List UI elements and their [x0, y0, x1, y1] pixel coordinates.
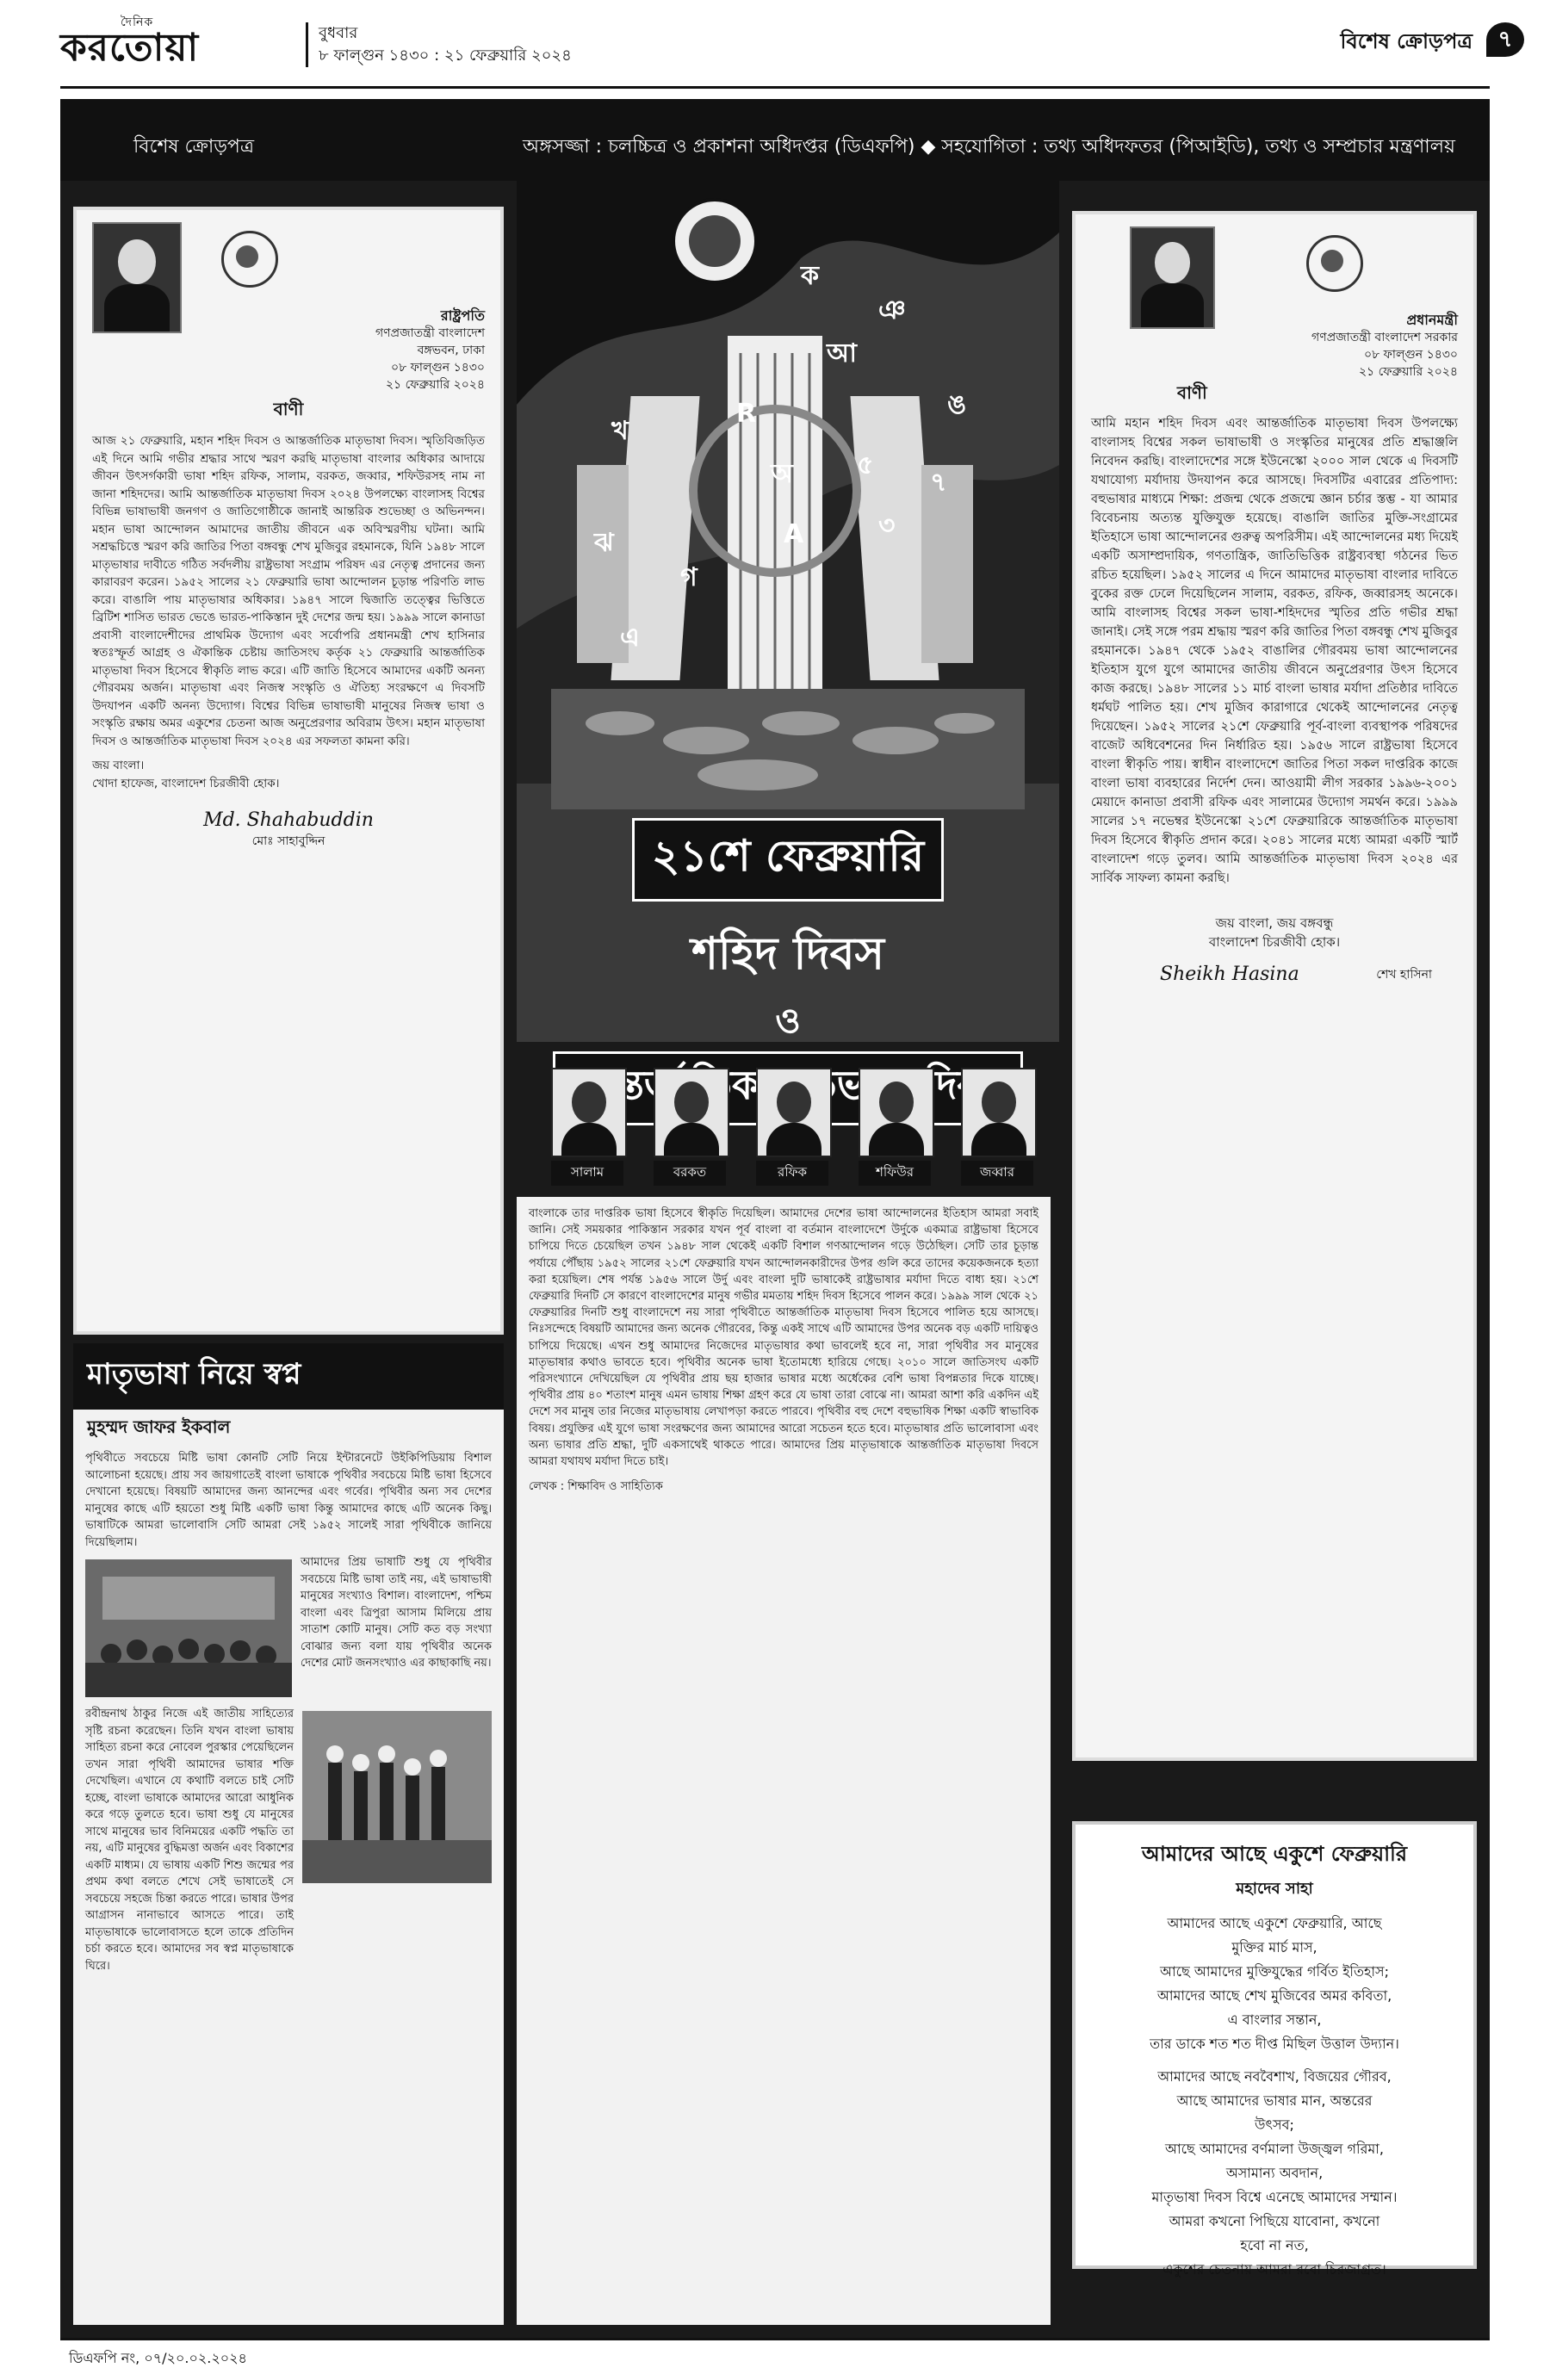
martyr-name: রফিক: [756, 1161, 828, 1186]
poem-line: এ বাংলার সন্তান,: [1227, 2011, 1322, 2028]
president-closing-2: খোদা হাফেজ, বাংলাদেশ চিরজীবী হোক।: [92, 776, 280, 790]
emblem-icon: [1306, 235, 1363, 292]
portrait-image: [654, 1068, 729, 1157]
emblem-icon: [221, 231, 278, 288]
poster-title-date: ২১শে ফেব্রুয়ারি: [632, 818, 944, 902]
article-author: মুহম্মদ জাফর ইকবাল: [87, 1416, 231, 1437]
article-body-1: পৃথিবীতে সবচেয়ে মিষ্টি ভাষা কোনটি সেটি নিয়ে ইন্টারনেটে উইকিপিডিয়ায় বিশাল আলোচনা হয়েছে। প্রায় সব জায়গাতেই বাংলা ভাষাকে পৃথিবীর সবচেয়ে মিষ্টি ভাষা হিসেবে দেখানো হয়েছে। বিষয়টি আমাদের জন্য আনন্দের এবং গর্বের। পৃথিবীর অন্য সব দেশের মানুষের কাছে এটি হয়তো শুধু মিষ্টি একটি ভাষা কিন্তু আমাদের কাছে এটি অনেক কিছু। ভাষাটিকে আমরা ভালোবাসি সেটি আমরা সেই ১৯৫২ সালেই সারা পৃথিবীকে জানিয়ে দিয়েছিলাম।: [85, 1452, 492, 1549]
logo-text: করতোয়া: [60, 26, 200, 70]
pm-name: শেখ হাসিনা: [1376, 968, 1432, 982]
pm-signature: Sheikh Hasina: [1160, 964, 1299, 985]
martyr-name: সালাম: [551, 1161, 623, 1186]
article-title: মাতৃভাষা নিয়ে স্বপ্ন: [73, 1343, 504, 1410]
dfp-code: ডিএফপি নং, ০৭/২০.০২.২০২৪: [69, 2350, 247, 2366]
president-role: রাষ্ট্রপতি: [440, 307, 485, 324]
poem-line: আমাদের আছে একুশে ফেব্রুয়ারি, আছে: [1167, 1915, 1382, 1931]
pm-closing-2: বাংলাদেশ চিরজীবী হোক।: [1208, 934, 1341, 950]
poem-line: আছে আমাদের বর্ণমালা উজ্জ্বল গরিমা,: [1164, 2141, 1385, 2157]
martyr-portrait: [756, 1068, 828, 1180]
date-label: ৮ ফাল্গুন ১৪৩০ : ২১ ফেব্রুয়ারি ২০২৪: [319, 46, 572, 65]
poem-box: [1072, 1821, 1477, 2278]
strip-credits: অঙ্গসজ্জা : চলচ্চিত্র ও প্রকাশনা অধিদপ্তর (ডিএফপি) ◆ সহযোগিতা : তথ্য অধিদফতর (পিআইডি), তথ্য ও সম্প্রচার মন্ত্রণালয়: [523, 136, 1455, 158]
president-closing-1: জয় বাংলা।: [92, 759, 145, 772]
president-message: [73, 207, 504, 1335]
poem-line: আছে আমাদের মুক্তিযুদ্ধের গর্বিত ইতিহাস;: [1159, 1963, 1390, 1980]
president-vani-heading: বাণী: [273, 399, 304, 419]
pm-org: গণপ্রজাতন্ত্রী বাংলাদেশ সরকার: [1311, 331, 1458, 344]
poem-line: আছে আমাদের ভাষার মান, অন্তরের: [1176, 2092, 1373, 2109]
article-body-2: আমাদের প্রিয় ভাষাটি শুধু যে পৃথিবীর সবচেয়ে মিষ্টি ভাষা তাই নয়, এই ভাষাভাষী মানুষের সংখ্যাও বিশাল। বাংলাদেশ, পশ্চিম বাংলা এবং ত্রিপুরা আসাম মিলিয়ে প্রায় সাতাশ কোটি মানুষ। সেটি কত বড় সংখ্যা বোঝার জন্য বলা যায় পৃথিবীর অনেক দেশের মোট জনসংখ্যাও এর কাছাকাছি নয়।: [301, 1556, 492, 1670]
center-article-body: বাংলাকে তার দাপ্তরিক ভাষা হিসেবে স্বীকৃতি দিয়েছিল। আমাদের দেশের ভাষা আন্দোলনের ইতিহাস আমরা সবাই জানি। সেই সময়কার পাকিস্তান সরকার যখন পূর্ব বাংলা বা বর্তমান বাংলাদেশে উর্দুকে একমাত্র রাষ্ট্রভাষা হিসেবে চাপিয়ে দিতে চেয়েছিল তখন ১৯৪৮ সাল থেকেই একটি বিশাল গণআন্দোলন গড়ে উঠেছিল। সেটি তার চূড়ান্ত পর্যায়ে পৌঁছায় ১৯৫২ সালের ২১শে ফেব্রুয়ারি যখন আন্দোলনকারীদের উপর গুলি করে তাদের কয়েকজনকে হত্যা করা হয়েছিল। শেষ পর্যন্ত ১৯৫৬ সালে উর্দু এবং বাংলা দুটি ভাষাকেই রাষ্ট্রভাষার মর্যাদা দিতে বাধ্য হয়। ২১শে ফেব্রুয়ারি দিনটি সে কারণে বাংলাদেশের মানুষ গভীর মমতায় শহিদ দিবস হিসেবে পালন করে। ১৯৯৯ সাল থেকে ২১ ফেব্রুয়ারির দিনটি শুধু বাংলাদেশে নয় সারা পৃথিবীতে আন্তর্জাতিক মাতৃভাষা দিবস হিসেবে পালিত হয়ে আসছে। নিঃসন্দেহে বিষয়টি আমাদের জন্য অনেক গৌরবের, কিন্তু একই সাথে এটি আমাদের উপর অনেক বড় একটি দায়িত্বও চাপিয়ে দিয়েছে। এখন শুধু আমাদের নিজেদের মাতৃভাষার কথা ভাবলেই হবে না, সারা পৃথিবীর সব মানুষের মাতৃভাষার কথাও ভাবতে হবে। পৃথিবীর অনেক ভাষা ইতোমধ্যে হারিয়ে গেছে। ২০১০ সালে জাতিসংঘ একটি পরিসংখ্যানে দেখিয়েছিল যে পৃথিবীর প্রায় ছয় হাজার ভাষার মধ্যে অর্ধেকের বেশি ভাষা বিপন্নতার দিকে যাচ্ছে। পৃথিবীর প্রায় ৪০ শতাংশ মানুষ এমন ভাষায় শিক্ষা গ্রহণ করে যে ভাষা তারা বোঝে না। আমরা আশা করি একদিন এই দেশে সব মানুষ তার নিজের মাতৃভাষায় লেখাপড়া করতে পারবে। পৃথিবীর বহু দেশে বহুভাষিক শিক্ষা একটি স্বাভাবিক বিষয়। প্রযুক্তির এই যুগে ভাষা সংরক্ষণের জন্য আমাদের আরো সচেতন হতে হবে। মাতৃভাষার প্রতি ভালোবাসা এবং অন্য ভাষার প্রতি শ্রদ্ধা, দুটি একসাথেই থাকতে পারে। আমাদের প্রিয় মাতৃভাষাকে আন্তর্জাতিক মাতৃভাষা দিবসে আমরা যথাযথ মর্যাদা দিতে চাই।: [529, 1207, 1038, 1469]
letter-6: ৫: [857, 450, 874, 480]
poem-line: মুক্তির মার্চ মাস,: [1231, 1939, 1318, 1955]
letter-3: ঝ: [594, 528, 614, 558]
poem-line: আমরা কখনো পিছিয়ে যাবোনা, কখনো: [1169, 2213, 1380, 2229]
martyr-portrait: [859, 1068, 931, 1180]
pm-date-english: ২১ ফেব্রুয়ারি ২০২৪: [1358, 365, 1458, 379]
poster-title-shaheed: শহিদ দিবস: [691, 928, 884, 980]
poem-author: মহাদেব সাহা: [1236, 1880, 1313, 1898]
president-signature: Md. Shahabuddin: [203, 809, 374, 831]
poster-title-international: মাতৃভাষা: [553, 1051, 1024, 1125]
letter-5: R: [736, 399, 757, 429]
letter-12: ঞ: [878, 295, 906, 325]
martyr-name: জব্বার: [961, 1161, 1033, 1186]
president-name: মোঃ সাহাবুদ্দিন: [251, 834, 326, 848]
poem-line: একুশের চেতনায় আমরা রবো চিরজাগ্রত।: [1162, 2261, 1386, 2278]
letter-7: ঙ: [947, 390, 967, 420]
portrait-image: [961, 1068, 1037, 1157]
section-title: বিশেষ ক্রোড়পত্র: [1340, 29, 1472, 53]
logo-small-text: দৈনিক: [121, 15, 154, 29]
day-label: বুধবার: [319, 24, 358, 42]
letter-11: A: [784, 519, 804, 549]
letter-0: খ: [611, 416, 629, 446]
pm-message: [1072, 211, 1477, 1761]
poem-line: উৎসব;: [1255, 2117, 1294, 2133]
masthead: [0, 0, 1550, 86]
date-box: [306, 22, 572, 67]
poem-line: আমাদের আছে শেখ মুজিবের অমর কবিতা,: [1156, 1987, 1392, 2004]
letter-8: ৭: [930, 468, 947, 498]
martyr-portrait: [654, 1068, 726, 1180]
center-article: [517, 1197, 1051, 2325]
poster-title-and: ও: [775, 1001, 801, 1041]
poem-line: অসামান্য অবদান,: [1225, 2165, 1324, 2181]
poem-line: মাতৃভাষা দিবস বিশ্বে এনেছে আমাদের সম্মান।: [1151, 2189, 1398, 2205]
poem-title: আমাদের আছে একুশে ফেব্রুয়ারি: [1141, 1842, 1408, 1866]
letter-1: ক: [801, 261, 819, 291]
president-photo: [92, 222, 182, 333]
martyr-name: শফিউর: [859, 1161, 931, 1186]
article-body-3: রবীন্দ্রনাথ ঠাকুর নিজে এই জাতীয় সাহিত্যের সৃষ্টি রচনা করেছেন। তিনি যখন বাংলা ভাষায় সাহিত্য রচনা করে নোবেল পুরস্কার পেয়েছিলেন তখন সারা পৃথিবী আমাদের ভাষার শক্তি দেখেছিল। এখানে যে কথাটি বলতে চাই সেটি হচ্ছে, বাংলা ভাষাকে আমাদের আরো আধুনিক করে গড়ে তুলতে হবে। ভাষা শুধু যে মানুষের সাথে মানুষের ভাব বিনিময়ের একটি পদ্ধতি তা নয়, এটি মানুষের বুদ্ধিমত্তা অর্জন এবং বিকাশের একটি মাধ্যম। যে ভাষায় একটি শিশু জন্মের পর প্রথম কথা বলতে শেখে সেই ভাষাতেই সে সবচেয়ে সহজে চিন্তা করতে পারে। ভাষার উপর আগ্রাসন নানাভাবে আসতে পারে। তাই মাতৃভাষাকে ভালোবাসতে হলে তাকে প্রতিদিন চর্চা করতে হবে। আমাদের সব স্বপ্ন মাতৃভাষাকে ঘিরে।: [85, 1708, 294, 1973]
letter-13: এ: [620, 623, 640, 653]
poem-line: তার ডাকে শত শত দীপ্ত মিছিল উত্তাল উদ্যান।: [1150, 2036, 1399, 2052]
pm-date-bangla: ০৮ ফাল্গুন ১৪৩০: [1364, 348, 1458, 362]
newspaper-logo[interactable]: [60, 15, 200, 82]
poem-line: আমাদের আছে নববৈশাখ, বিজয়ের গৌরব,: [1157, 2068, 1392, 2085]
president-date-bangla: ০৮ ফাল্গুন ১৪৩০: [391, 361, 485, 375]
martyr-name: বরকত: [654, 1161, 726, 1186]
strip-left-label: বিশেষ ক্রোড়পত্র: [133, 136, 255, 158]
page-number: ৭: [1486, 22, 1524, 57]
jafar-iqbal-article: [73, 1343, 504, 2325]
portrait-image: [859, 1068, 934, 1157]
pm-message-body: আমি মহান শহিদ দিবস এবং আন্তর্জাতিক মাতৃভাষা দিবস উপলক্ষ্যে বাংলাসহ বিশ্বের সকল ভাষাভাষী ও সংস্কৃতির মানুষের প্রতি শ্রদ্ধাঞ্জলি নিবেদন করছি। বাংলাদেশের সঙ্গে ইউনেস্কো ২০০০ সাল থেকে এ দিবসটি যথাযোগ্য মর্যাদায় উদযাপন করে আসছে। দিবসটির এবারের প্রতিপাদ্য: বহুভাষার মাধ্যমে শিক্ষা: প্রজন্ম থেকে প্রজন্মে জ্ঞান চর্চার স্তম্ভ - যা আমার বিবেচনায় অত্যন্ত যুক্তিযুক্ত হয়েছে। বাঙালি জাতির মুক্তি-সংগ্রামের ইতিহাসে ভাষা আন্দোলনের গুরুত্ব অপরিসীম। এই আন্দোলনের মধ্য দিয়েই একটি অসাম্প্রদায়িক, গণতান্ত্রিক, জাতিভিত্তিক রাষ্ট্রব্যবস্থা গঠনের ভিত রচিত হয়েছিল। ১৯৫২ সালের এ দিনে আমাদের মাতৃভাষা বাংলার দাবিতে বুকের রক্ত ঢেলে দিয়েছিলেন সালাম, বরকত, রফিক, জব্বারসহ অনেকে। আমি বাংলাসহ বিশ্বের সকল ভাষা-শহিদদের স্মৃতির প্রতি গভীর শ্রদ্ধা জানাই। সেই সঙ্গে পরম শ্রদ্ধায় স্মরণ করি জাতির পিতা বঙ্গবন্ধু শেখ মুজিবুর রহমানকে। ১৯৪৭ থেকে ১৯৫২ বাঙালির গৌরবময় ভাষা আন্দোলনের ইতিহাস যুগে যুগে আমাদের জাতীয় জীবনে অনুপ্রেরণার উৎস হিসেবে কাজ করছে। ১৯৪৮ সালের ১১ মার্চ বাংলা ভাষার মর্যাদা প্রতিষ্ঠার দাবিতে ধর্মঘট পালিত হয়। শেখ মুজিব কারাগারে থেকেই আন্দোলনের নেতৃত্ব দিয়েছেন। ১৯৫২ সালের ২১শে ফেব্রুয়ারি পূর্ব-বাংলা ব্যবস্থাপক পরিষদের বাজেট অধিবেশনের দিন নির্ধারিত হয়। ১৯৫৬ সালে রাষ্ট্রভাষা হিসেবে বাংলা স্বীকৃতি পায়। স্বাধীন বাংলাদেশে জাতির পিতা সকল দাপ্তরিক কাজে বাংলা ভাষা ব্যবহারের নির্দেশ দেন। আওয়ামী লীগ সরকার ১৯৯৬-২০০১ মেয়াদে কানাডা প্রবাসী রফিক এবং সালামের উদ্যোগ সমর্থন করে। ১৯৯৯ সালের ১৭ নভেম্বর ইউনেস্কো ২১শে ফেব্রুয়ারিকে আন্তর্জাতিক মাতৃভাষা দিবস হিসেবে স্বীকৃতি প্রদান করে। ২০৪১ সালের মধ্যে আমরা একটি স্মার্ট বাংলাদেশ গড়ে তুলব। আমি আন্তর্জাতিক মাতৃভাষা দিবস ২০২৪ এর সার্বিক সাফল্য কামনা করছি।: [1091, 417, 1458, 885]
president-message-body: আজ ২১ ফেব্রুয়ারি, মহান শহিদ দিবস ও আন্তর্জাতিক মাতৃভাষা দিবস। স্মৃতিবিজড়িত এই দিনে আমি গভীর শ্রদ্ধার সাথে স্মরণ করছি মাতৃভাষা বাংলার অধিকার আদায়ে জীবন উৎসর্গকারী ভাষা শহিদ রফিক, সালাম, বরকত, জব্বার, শফিউরসহ নাম না জানা শহিদদের। আমি আন্তর্জাতিক মাতৃভাষা দিবস ২০২৪ উপলক্ষ্যে বাংলাসহ বিশ্বের বিভিন্ন ভাষাভাষী জনগণ ও জাতিগোষ্ঠীকে জানাই আন্তরিক শুভেচ্ছা ও অভিনন্দন। মহান ভাষা আন্দোলন আমাদের জাতীয় জীবনে এক অবিস্মরণীয় ঘটনা। আমি সশ্রদ্ধচিত্তে স্মরণ করি জাতির পিতা বঙ্গবন্ধু শেখ মুজিবুর রহমানকে, যিনি ১৯৪৮ সালে মাতৃভাষার দাবীতে গঠিত সর্বদলীয় রাষ্ট্রভাষা সংগ্রাম পরিষদ এর নেতৃত্ব প্রদানের জন্য কারাবরণ করেন। ১৯৫২ সালের ২১ ফেব্রুয়ারি ভাষা আন্দোলন চূড়ান্ত পরিণতি লাভ করে। বাঙালি পায় মাতৃভাষার অধিকার। ১৯৪৭ সালে দ্বিজাতি তত্ত্বের ভিত্তিতে ব্রিটিশ শাসিত ভারত ভেঙে ভারত-পাকিস্তান দুই দেশের জন্ম হয়। ১৯৯৯ সালে কানাডা প্রবাসী বাংলাদেশীদের প্রাথমিক উদ্যোগ এবং সর্বোপরি প্রধানমন্ত্রী শেখ হাসিনার স্বতঃস্ফূর্ত আগ্রহ ও ঐকান্তিক চেষ্টায় জাতিসংঘ কর্তৃক ২১ ফেব্রুয়ারি আন্তর্জাতিক মাতৃভাষা দিবস হিসেবে স্বীকৃতি লাভ করে। এটি জাতি হিসেবে আমাদের একটি অনন্য গৌরবময় অর্জন। মাতৃভাষা এবং নিজস্ব সংস্কৃতি ও ঐতিহ্য সংরক্ষণে এ দিবসটি উদযাপন একটি অনন্য উদ্যোগ। বিশ্বের বিভিন্ন ভাষাভাষী মানুষের নিজস্ব ভাষা ও সংস্কৃতি রক্ষায় অমর একুশের চেতনা আজ অনুপ্রেরণার অবিরাম উৎস। মহান মাতৃভাষা দিবস ও আন্তর্জাতিক মাতৃভাষা দিবস ২০২৪ এর সফলতা কামনা করি।: [92, 434, 485, 748]
martyr-portrait: [961, 1068, 1033, 1180]
pm-closing-1: জয় বাংলা, জয় বঙ্গবন্ধু: [1215, 915, 1334, 931]
center-article-byline: লেখক : শিক্ষাবিদ ও সাহিত্যিক: [529, 1480, 663, 1494]
martyr-portrait: [551, 1068, 623, 1180]
letter-4: অ: [771, 459, 793, 489]
article-photo-procession: [302, 1711, 492, 1883]
poem-line: হবো না নত,: [1240, 2237, 1309, 2253]
president-org: গণপ্রজাতন্ত্রী বাংলাদেশ: [375, 326, 485, 340]
pm-role: প্রধানমন্ত্রী: [1406, 312, 1458, 328]
president-place: বঙ্গভবন, ঢাকা: [417, 344, 485, 357]
portrait-image: [551, 1068, 627, 1157]
pm-photo: [1130, 226, 1215, 329]
letter-2: গ: [680, 562, 698, 592]
credit-strip: [60, 99, 1490, 181]
masthead-divider: [60, 86, 1490, 89]
pm-vani-heading: বাণী: [1177, 382, 1207, 403]
portrait-image: [756, 1068, 832, 1157]
footer: [60, 2338, 1490, 2375]
martyrs-row: [551, 1068, 1033, 1180]
letter-10: আ: [827, 338, 857, 369]
president-date-english: ২১ ফেব্রুয়ারি ২০২৪: [385, 378, 485, 392]
poem-line: [1098, 2056, 1451, 2065]
letter-9: ৩: [878, 511, 896, 541]
article-photo-rally: [85, 1559, 292, 1697]
